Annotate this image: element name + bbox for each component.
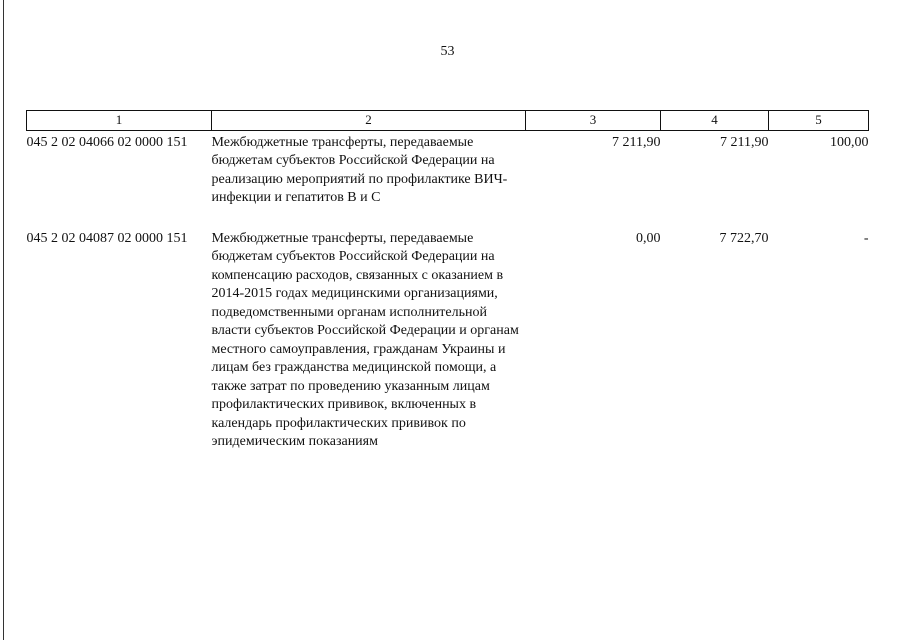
budget-code: 045 2 02 04066 02 0000 151 — [26, 134, 188, 150]
page-number: 53 — [440, 44, 455, 59]
left-margin-rule — [3, 0, 4, 640]
budget-table — [26, 110, 869, 452]
column-header-4: 4 — [661, 111, 769, 131]
column-header-1: 1 — [27, 111, 212, 131]
table-row — [27, 130, 869, 227]
table-header-row — [27, 111, 869, 131]
value-col4: 7 722,70 — [719, 230, 769, 246]
column-header-5: 5 — [769, 111, 869, 131]
value-col3: 7 211,90 — [612, 134, 661, 150]
row-description: Межбюджетные трансферты, передаваемые бюджетам субъектов Российской Федерации на реализацию мероприятий по профилактике ВИЧ-инфекции и гепатитов В и С — [211, 134, 508, 205]
table-row — [27, 227, 869, 452]
value-col3: 0,00 — [636, 230, 661, 246]
row-description: Межбюджетные трансферты, передаваемые бюджетам субъектов Российской Федерации на компенсацию расходов, связанных с оказанием в 2014-2015 годах медицинскими организациями, подведомственными органам исполнительной власти субъектов Российской Федерации и органам местного самоуправления, гражданам Украины и лицам без гражданства медицинской помощи, а также затрат по проведению указанным лицам профилактических прививок, включенных в календарь профилактических прививок по эпидемическим показаниям — [211, 230, 519, 449]
column-header-2: 2 — [212, 111, 526, 131]
budget-code: 045 2 02 04087 02 0000 151 — [26, 230, 188, 246]
value-col5: - — [863, 230, 869, 246]
value-col5: 100,00 — [830, 134, 869, 150]
value-col4: 7 211,90 — [720, 134, 769, 150]
column-header-3: 3 — [526, 111, 661, 131]
